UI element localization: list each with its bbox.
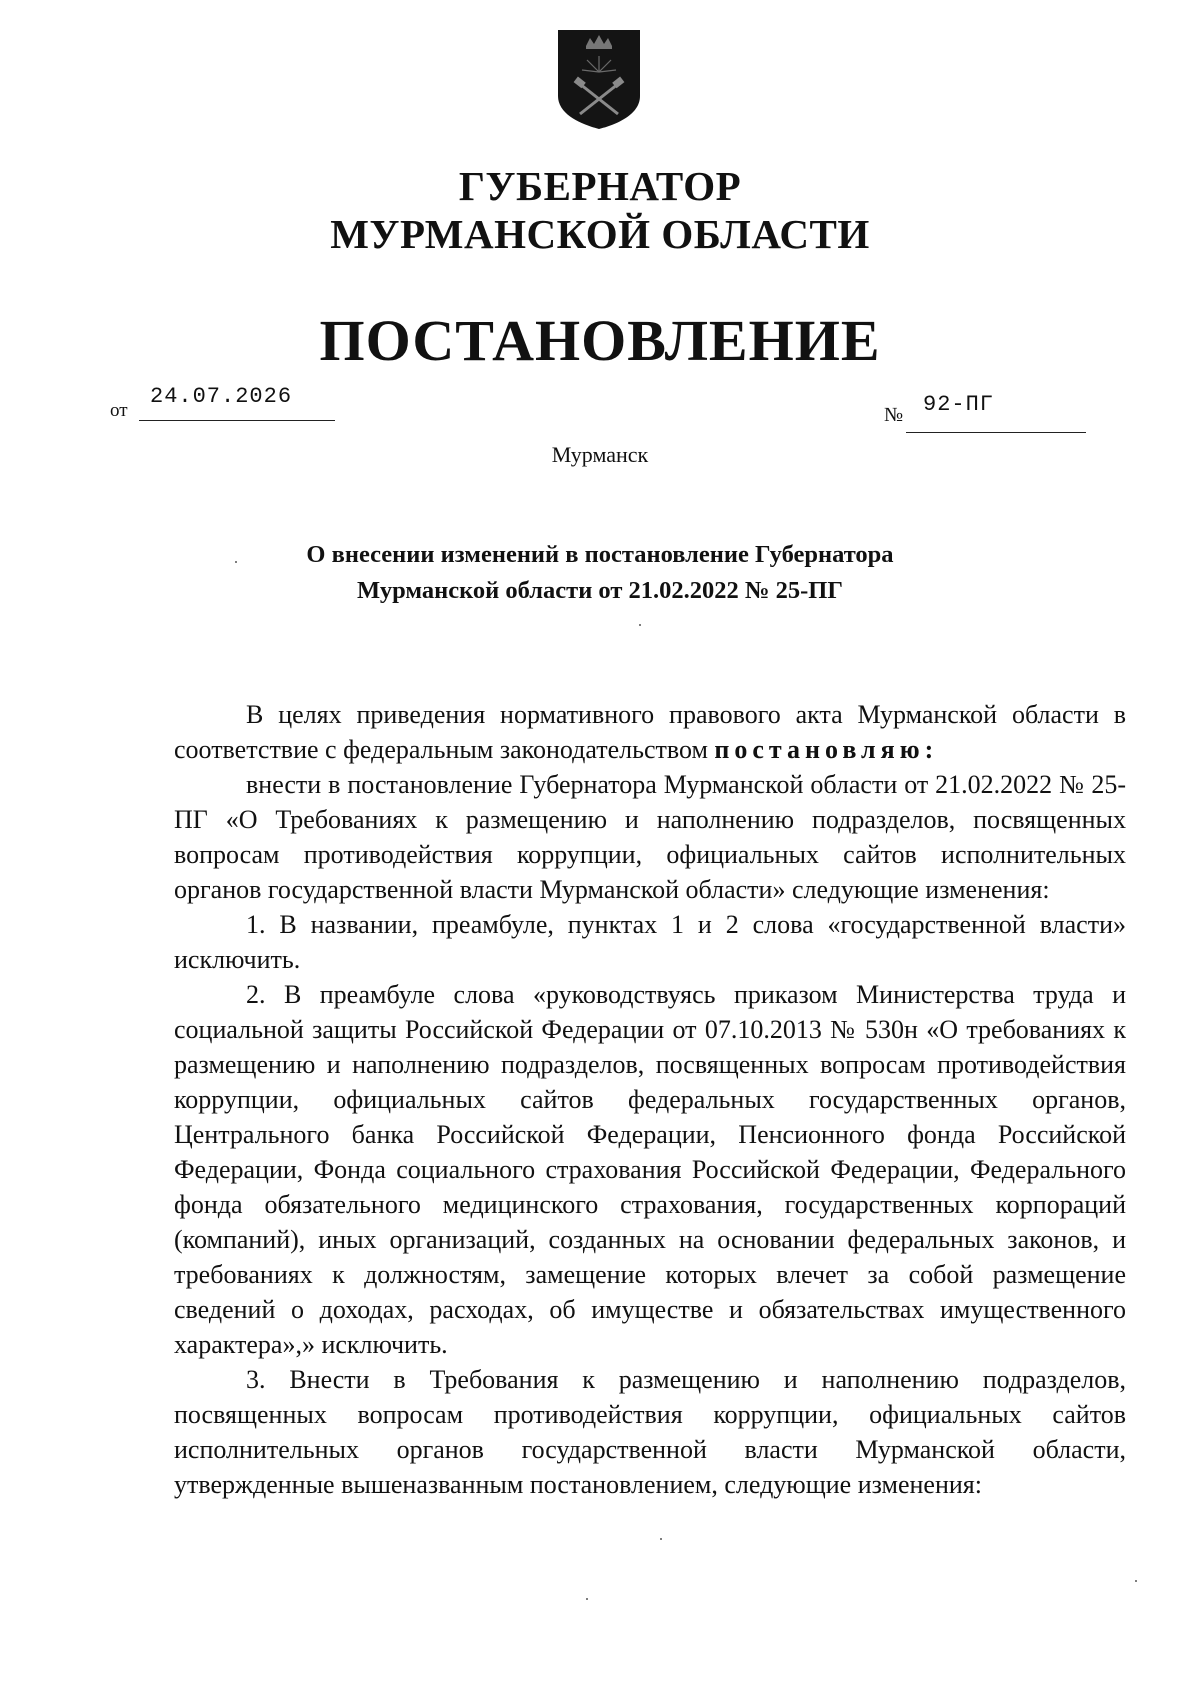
authority-region: МУРМАНСКОЙ ОБЛАСТИ: [330, 211, 870, 257]
resolution-keyword: постановляю:: [714, 735, 939, 764]
paragraph-item-3: 3. Внести в Требования к размещению и наполнению подразделов, посвященных вопросам противодействия коррупции, официальных сайтов исполнительных органов государственной власти Мурманской области, утвержденные вышеназванным постановлением, следующие изменения:: [174, 1365, 1126, 1499]
document-type: ПОСТАНОВЛЕНИЕ: [319, 308, 881, 373]
paragraph-amend-intro: внести в постановление Губернатора Мурманской области от 21.02.2022 № 25-ПГ «О Требованиях к размещению и наполнению подразделов, посвященных вопросам противодействия коррупции, официальных сайтов исполнительных органов государственной власти Мурманской области» следующие изменения:: [174, 770, 1126, 904]
scan-speck: [639, 624, 641, 626]
scan-speck: [1135, 1580, 1137, 1582]
scan-speck: [586, 1598, 588, 1600]
city-name: Мурманск: [551, 442, 649, 467]
paragraph-preamble: [174, 697, 1126, 767]
coat-of-arms-icon: [556, 26, 642, 130]
document-date: 24.07.2026: [150, 384, 293, 409]
document-subject: [0, 537, 1200, 609]
authority-title: ГУБЕРНАТОР: [458, 163, 742, 209]
subject-line-1: О внесении изменений в постановление Губернатора: [306, 541, 894, 568]
paragraph-item-1: 1. В названии, преамбуле, пунктах 1 и 2 слова «государственной власти» исключить.: [174, 910, 1126, 974]
date-underline: [139, 420, 335, 421]
document-body: [174, 697, 1126, 1502]
scan-speck: [235, 561, 237, 563]
scan-speck: [660, 1538, 662, 1540]
number-underline: [906, 432, 1086, 433]
date-label: от: [110, 400, 128, 421]
document-number: 92-ПГ: [923, 392, 995, 417]
subject-line-2: Мурманской области от 21.02.2022 № 25-ПГ: [357, 577, 843, 604]
number-label: №: [884, 404, 904, 426]
preamble-text: В целях приведения нормативного правового акта Мурманской области в соответствие с федеральным законодательством: [174, 700, 1126, 764]
paragraph-item-2: 2. В преамбуле слова «руководствуясь приказом Министерства труда и социальной защиты Российской Федерации от 07.10.2013 № 530н «О требованиях к размещению и наполнению подразделов, посвященных вопросам противодействия коррупции, официальных сайтов федеральных государственных органов, Центрального банка Российской Федерации, Пенсионного фонда Российской Федерации, Фонда социального страхования Российской Федерации, Федерального фонда обязательного медицинского страхования, государственных корпораций (компаний), иных организаций, созданных на основании федеральных законов, и требованиях к должностям, замещение которых влечет за собой размещение сведений о доходах, расходах, об имуществе и обязательствах имущественного характера»,» исключить.: [174, 980, 1126, 1359]
